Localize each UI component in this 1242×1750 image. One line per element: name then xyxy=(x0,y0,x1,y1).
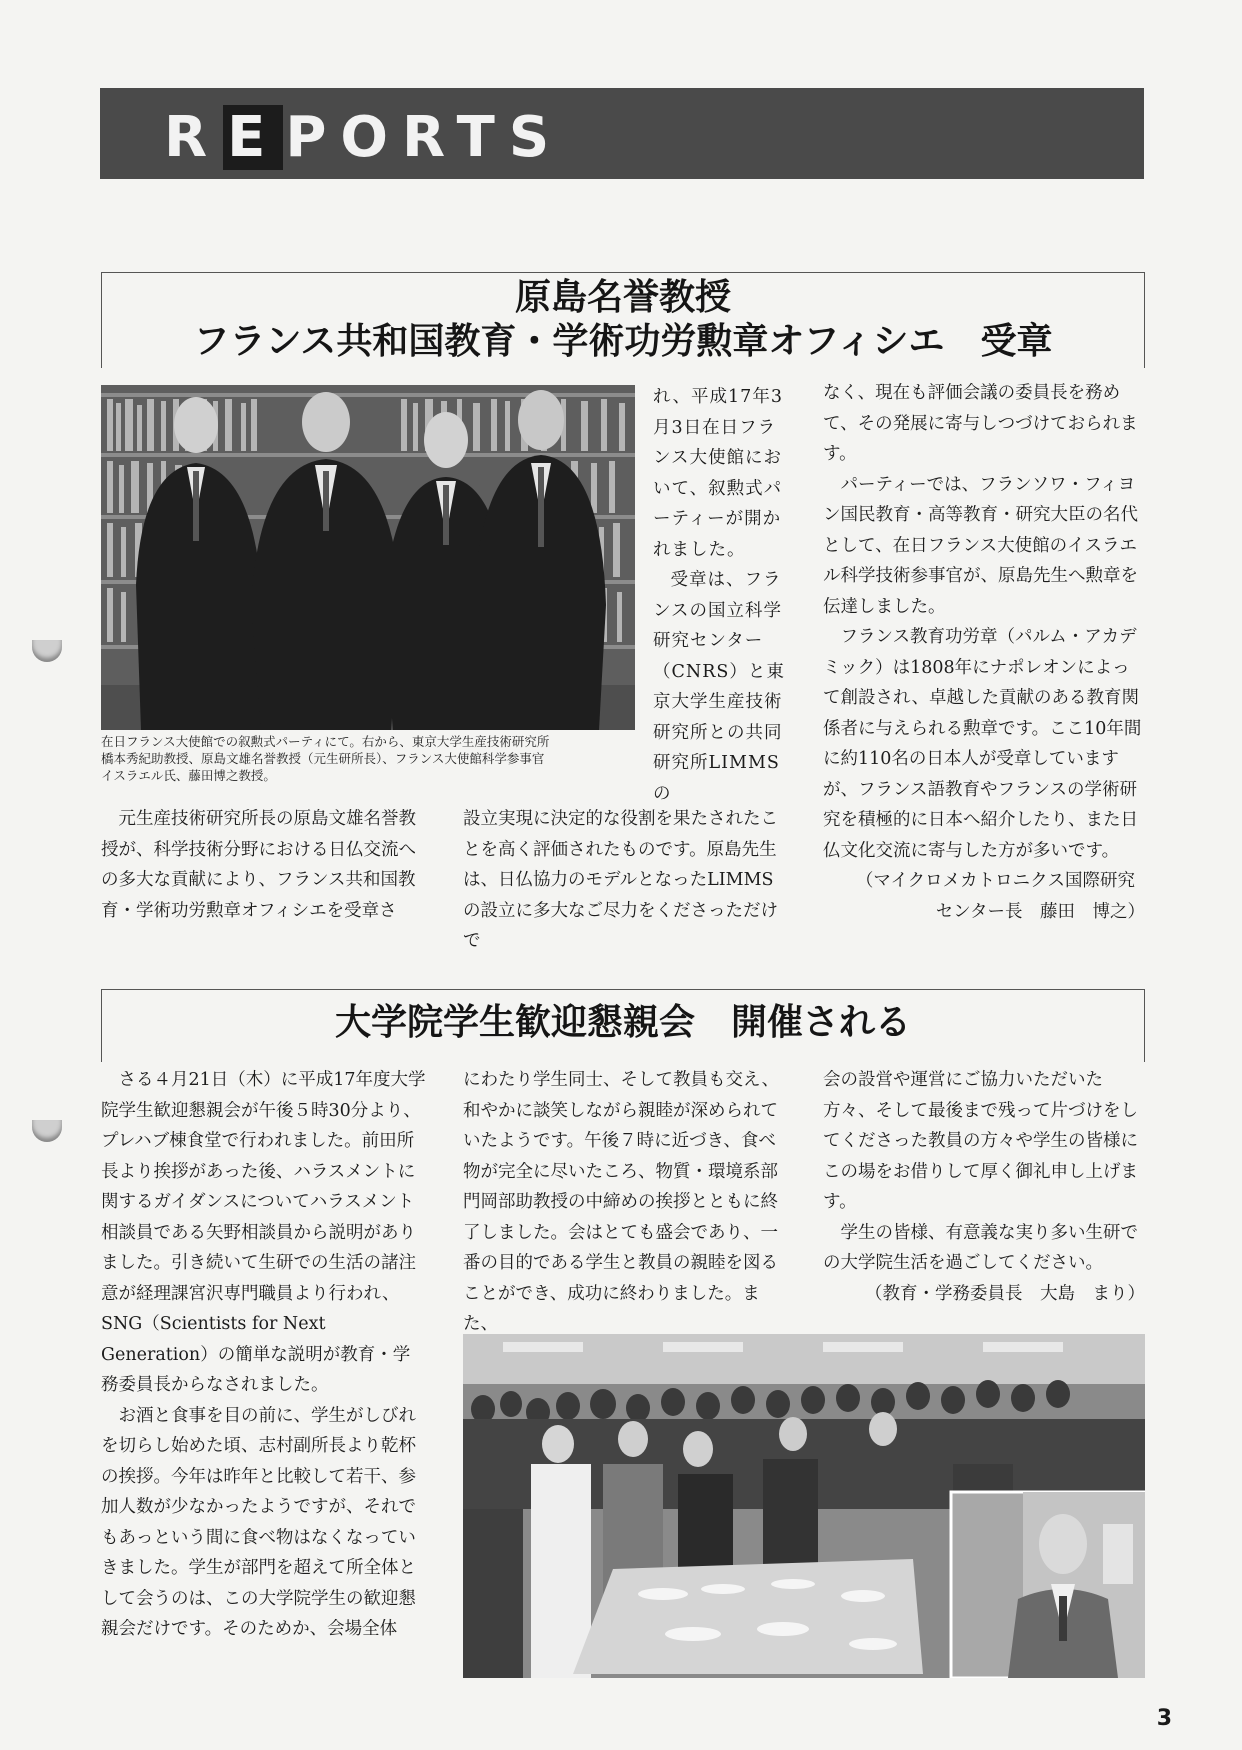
article1-middle-paragraph: 設立実現に決定的な役割を果たされたことを高く評価されたものです。原島先生は、日仏協力のモデルとなったLIMMSの設立に多大なご尽力をくださっただけで xyxy=(463,809,778,951)
article1-signature-2: センター長 藤田 博之） xyxy=(935,901,1145,922)
article1-narrow-column xyxy=(653,382,785,809)
article1-middle-column xyxy=(463,804,785,957)
article2-right-paragraph-2: 学生の皆様、有意義な実り多い生研での大学院生活を過ごしてください。 xyxy=(823,1222,1138,1273)
article1-narrow-paragraph-1: れ、平成17年3月3日在日フランス大使館において、叙勲式パーティーが開かれました。 xyxy=(653,387,783,560)
article1-narrow-paragraph-2: 受章は、フランスの国立科学研究センター（CNRS）と東京大学生産技術研究所との共同研究所LIMMSの xyxy=(653,570,785,804)
article2-title: 大学院学生歓迎懇親会 開催される xyxy=(334,1002,911,1043)
article2-middle-column xyxy=(463,1065,785,1340)
caption-line: 橋本秀紀助教授、原島文雄名誉教授（元生研所長）、フランス大使館科学参事官 xyxy=(101,751,545,766)
article1-right-paragraph-1: なく、現在も評価会議の委員長を務めて、その発展に寄与しつづけておられます。 xyxy=(823,383,1138,464)
reports-heading-prefix: R xyxy=(164,105,222,170)
article1-title-box xyxy=(101,272,1145,368)
reports-heading xyxy=(164,105,564,170)
article2-left-column xyxy=(101,1065,427,1645)
caption-line: 在日フランス大使館での叙勲式パーティにて。右から、東京大学生産技術研究所 xyxy=(101,734,550,749)
article1-title-line1: 原島名誉教授 xyxy=(514,277,731,318)
reports-heading-suffix: PORTS xyxy=(285,105,564,170)
reports-heading-highlight: E xyxy=(223,105,283,170)
reception-photo xyxy=(463,1334,1145,1678)
article2-right-paragraph-1: 会の設営や運営にご協力いただいた方々、そして最後まで残って片づけをしてくださった教員の方々や学生の皆様にこの場をお借りして厚く御礼申し上げます。 xyxy=(823,1070,1138,1212)
ceremony-photo xyxy=(101,385,635,730)
article1-right-paragraph-3: フランス教育功労章（パルム・アカデミック）は1808年にナポレオンによって創設され、卓越した貢献のある教育関係者に与えられる勲章です。ここ10年間に約110名の日本人が受章していますが、フランス語教育やフランスの学術研究を積極的に日本へ紹介したり、また日仏文化交流に寄与した方が多いです。 xyxy=(823,627,1142,861)
article2-left-paragraph-1: さる４月21日（木）に平成17年度大学院学生歓迎懇親会が午後５時30分より、プレハブ棟食堂で行われました。前田所長より挨拶があった後、ハラスメントに関するガイダンスについてハラスメント相談員である矢野相談員から説明がありました。引き続いて生研での生活の諸注意が経理課宮沢専門職員より行われ、SNG（Scientists for Next Generation）の簡単な説明が教育・学務委員長からなされました。 xyxy=(101,1070,426,1395)
binder-hole-top xyxy=(32,640,62,662)
article2-left-paragraph-2: お酒と食事を目の前に、学生がしびれを切らし始めた頃、志村副所長より乾杯の挨拶。今年は昨年と比較して若干、参加人数が少なかったようですが、それでもあっという間に食べ物はなくなっていきました。学生が部門を超えて所全体として会うのは、この大学院学生の歓迎懇親会だけです。そのためか、会場全体 xyxy=(101,1405,416,1639)
article2-right-column xyxy=(823,1065,1145,1309)
article1-left-paragraph: 元生産技術研究所長の原島文雄名誉教授が、科学技術分野における日仏交流への多大な貢献により、フランス共和国教育・学術功労勲章オフィシエを受章さ xyxy=(101,809,416,921)
article1-signature-1: （マイクロメカトロニクス国際研究 xyxy=(855,871,1135,891)
article2-title-box xyxy=(101,989,1145,1062)
article1-left-column xyxy=(101,804,427,926)
caption-line: イスラエル氏、藤田博之教授。 xyxy=(101,768,276,783)
article2-signature: （教育・学務委員長 大島 まり） xyxy=(865,1283,1145,1304)
ceremony-photo-caption xyxy=(101,733,549,784)
article1-title-line2: フランス共和国教育・学術功労勲章オフィシエ 受章 xyxy=(193,321,1053,362)
page-number: 3 xyxy=(1156,1706,1172,1731)
binder-hole-bottom xyxy=(32,1120,62,1142)
article1-right-column xyxy=(823,378,1145,927)
article2-middle-paragraph: にわたり学生同士、そして教員も交え、和やかに談笑しながら親睦が深められていたようです。午後７時に近づき、食べ物が完全に尽いたころ、物質・環境系部門岡部助教授の中締めの挨拶とともに終了しました。会はとても盛会であり、一番の目的である学生と教員の親睦を図ることができ、成功に終わりました。また、 xyxy=(463,1070,780,1334)
article1-right-paragraph-2: パーティーでは、フランソワ・フィヨン国民教育・高等教育・研究大臣の名代として、在日フランス大使館のイスラエル科学技術参事官が、原島先生へ勲章を伝達しました。 xyxy=(823,474,1138,617)
